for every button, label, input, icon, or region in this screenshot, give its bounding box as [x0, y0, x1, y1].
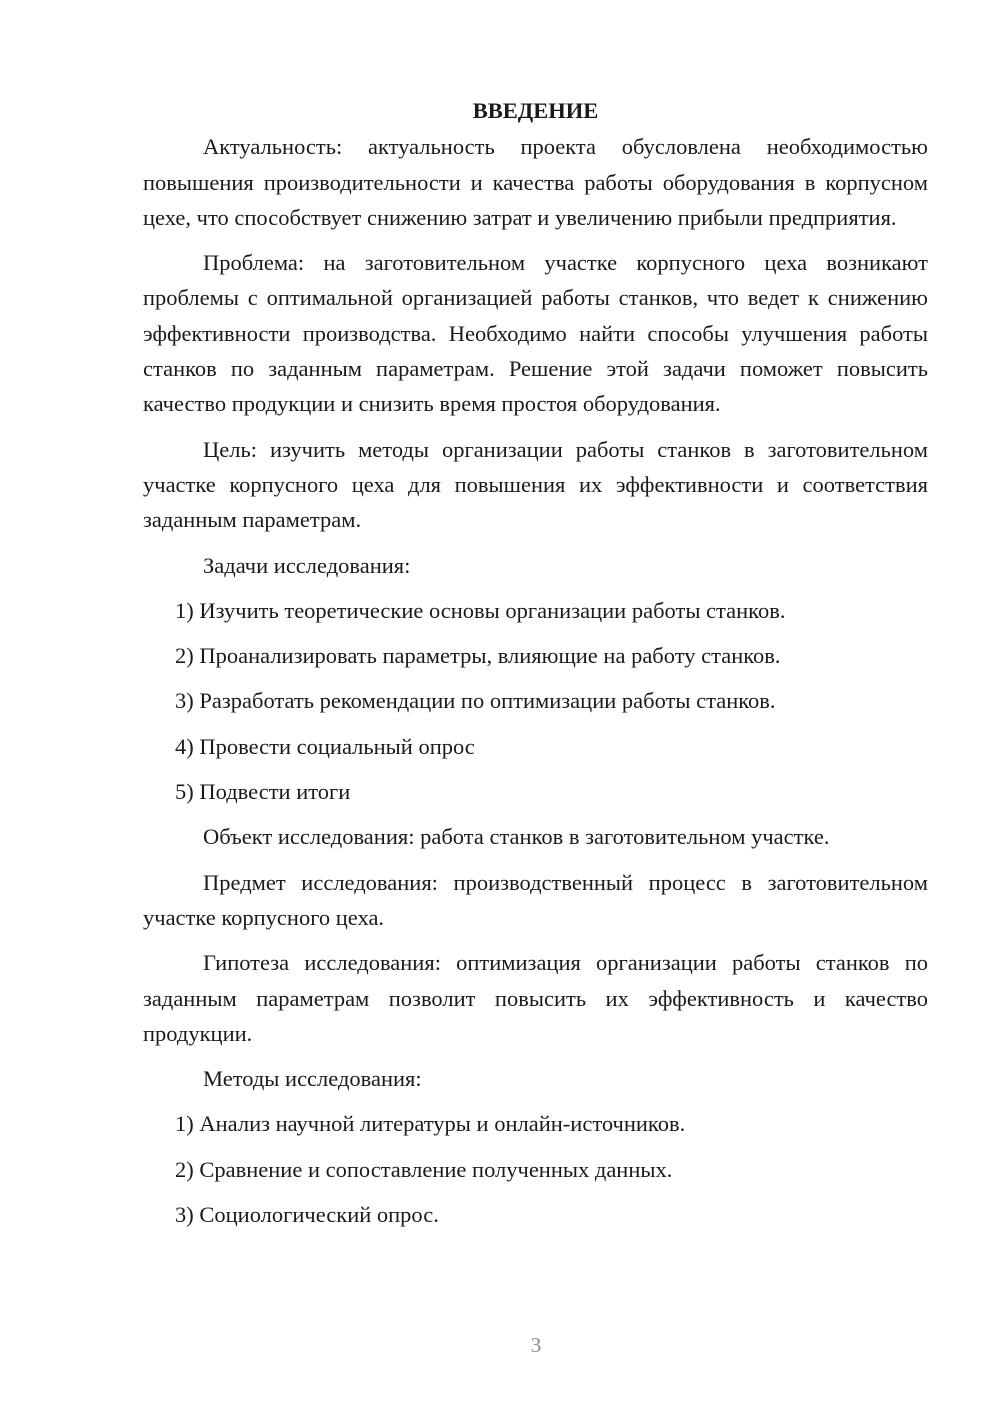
- list-item: 1) Анализ научной литературы и онлайн-источников.: [175, 1111, 686, 1137]
- tasks-label: Задачи исследования:: [203, 552, 411, 578]
- tasks-list: [143, 593, 928, 809]
- list-item: 4) Провести социальный опрос: [175, 733, 475, 759]
- list-item: 5) Подвести итоги: [175, 779, 351, 805]
- methods-list: [143, 1106, 928, 1232]
- page-number: 3: [530, 1333, 542, 1357]
- list-item: 3) Разработать рекомендации по оптимизации работы станков.: [175, 688, 776, 714]
- paragraph-problem: Проблема: на заготовительном участке корпусного цеха возникают проблемы с оптимальной организацией работы станков, что ведет к снижению эффективности производства. Необходимо найти способы улучшения работы станков по заданным параметрам. Решение этой задачи поможет повысить качество продукции и снизить время простоя оборудования.: [143, 250, 928, 417]
- methods-label: Методы исследования:: [203, 1066, 422, 1092]
- paragraph-subject: Предмет исследования: производственный процесс в заготовительном участке корпусного цеха.: [143, 869, 928, 930]
- list-item: 2) Сравнение и сопоставление полученных данных.: [175, 1156, 673, 1182]
- page-title: ВВЕДЕНИЕ: [472, 98, 599, 123]
- paragraph-relevance: Актуальность: актуальность проекта обусловлена необходимостью повышения производительности и качества работы оборудования в корпусном цехе, что способствует снижению затрат и увеличению прибыли предприятия.: [143, 134, 928, 230]
- paragraph-hypothesis: Гипотеза исследования: оптимизация организации работы станков по заданным параметрам позволит повысить их эффективность и качество продукции.: [143, 950, 928, 1046]
- paragraph-object: Объект исследования: работа станков в заготовительном участке.: [203, 824, 830, 850]
- list-item: 2) Проанализировать параметры, влияющие на работу станков.: [175, 643, 781, 669]
- document-body: [143, 93, 928, 1242]
- paragraph-goal: Цель: изучить методы организации работы станков в заготовительном участке корпусного цеха для повышения их эффективности и соответствия заданным параметрам.: [143, 436, 928, 533]
- list-item: 1) Изучить теоретические основы организации работы станков.: [175, 597, 786, 623]
- list-item: 3) Социологический опрос.: [175, 1202, 439, 1228]
